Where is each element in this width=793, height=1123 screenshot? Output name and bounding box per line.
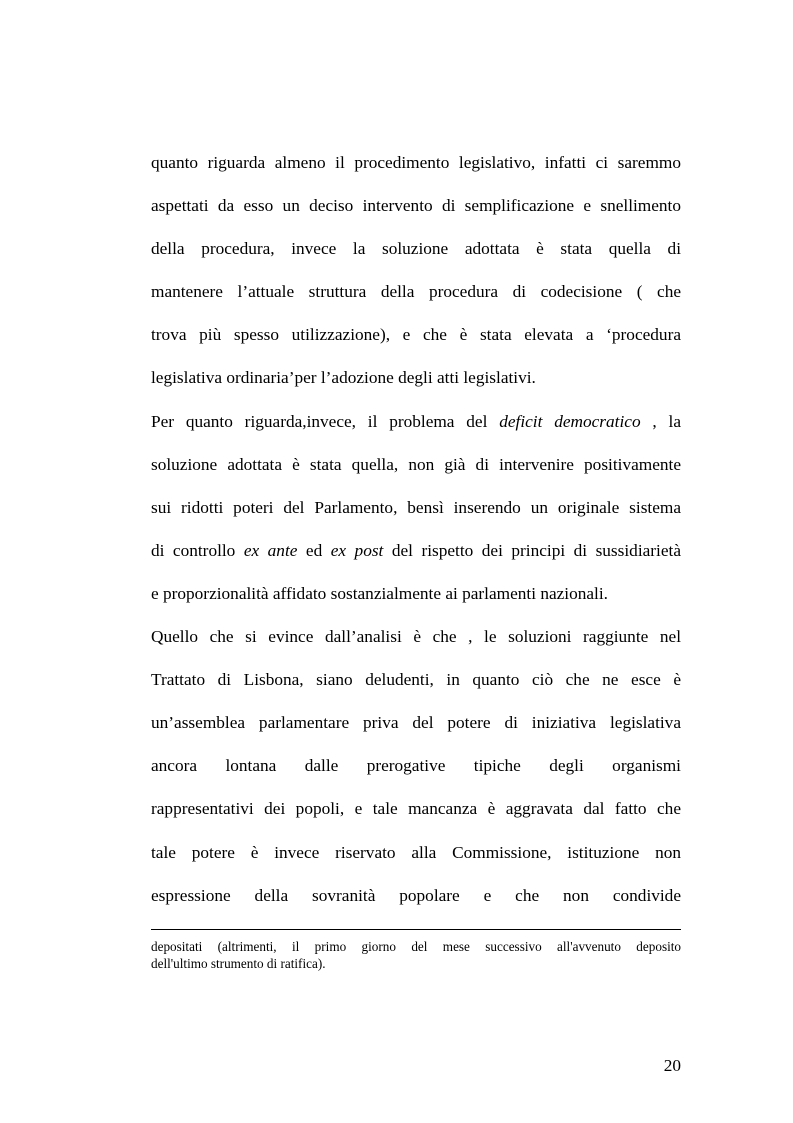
footnote <box>151 938 681 972</box>
italic-term-ex-post: ex post <box>330 540 384 560</box>
text-line: quanto riguarda almeno il procedimento legislativo, infatti ci saremmo <box>151 153 681 172</box>
text-line: ancora lontana dalle prerogative tipiche degli organismi <box>151 756 681 776</box>
page-number: 20 <box>663 1056 681 1075</box>
text-line: della procedura, invece la soluzione adottata è stata quella di <box>151 239 681 259</box>
italic-term-ex-ante: ex ante <box>243 540 298 560</box>
text-segment: di controllo <box>151 540 244 560</box>
text-line: espressione della sovranità popolare e che non condivide <box>151 885 681 905</box>
text-line: tale potere è invece riservato alla Commissione, istituzione non <box>151 842 681 862</box>
text-line: rappresentativi dei popoli, e tale mancanza è aggravata dal fatto che <box>151 799 681 819</box>
text-segment: del rispetto dei principi di sussidiarietà <box>383 540 681 560</box>
text-line: sui ridotti poteri del Parlamento, bensì inserendo un originale sistema <box>151 497 681 517</box>
body-text <box>151 141 681 917</box>
text-line: legislativa ordinaria’per l’adozione degli atti legislativi. <box>151 368 536 388</box>
text-line: soluzione adottata è stata quella, non già di intervenire positivamente <box>151 454 681 474</box>
text-line: Quello che si evince dall’analisi è che , le soluzioni raggiunte nel <box>151 627 681 647</box>
italic-term-deficit-democratico: deficit democratico <box>499 411 641 431</box>
text-segment: ed <box>297 540 331 560</box>
text-line: mantenere l’attuale struttura della procedura di codecisione ( che <box>151 282 681 302</box>
text-line <box>151 400 681 443</box>
footnote-separator <box>151 929 681 930</box>
footnote-line: dell'ultimo strumento di ratifica). <box>151 956 326 971</box>
text-line: trova più spesso utilizzazione), e che è stata elevata a ‘procedura <box>151 325 681 345</box>
text-line: Trattato di Lisbona, siano deludenti, in quanto ciò che ne esce è <box>151 670 681 690</box>
text-line: un’assemblea parlamentare priva del potere di iniziativa legislativa <box>151 713 681 733</box>
text-segment: , la <box>640 411 681 431</box>
text-line <box>151 529 681 572</box>
text-line: e proporzionalità affidato sostanzialmente ai parlamenti nazionali. <box>151 583 608 603</box>
text-segment: Per quanto riguarda,invece, il problema del <box>151 411 500 431</box>
text-line: aspettati da esso un deciso intervento di semplificazione e snellimento <box>151 196 681 216</box>
footnote-line: depositati (altrimenti, il primo giorno del mese successivo all'avvenuto deposito <box>151 939 681 954</box>
